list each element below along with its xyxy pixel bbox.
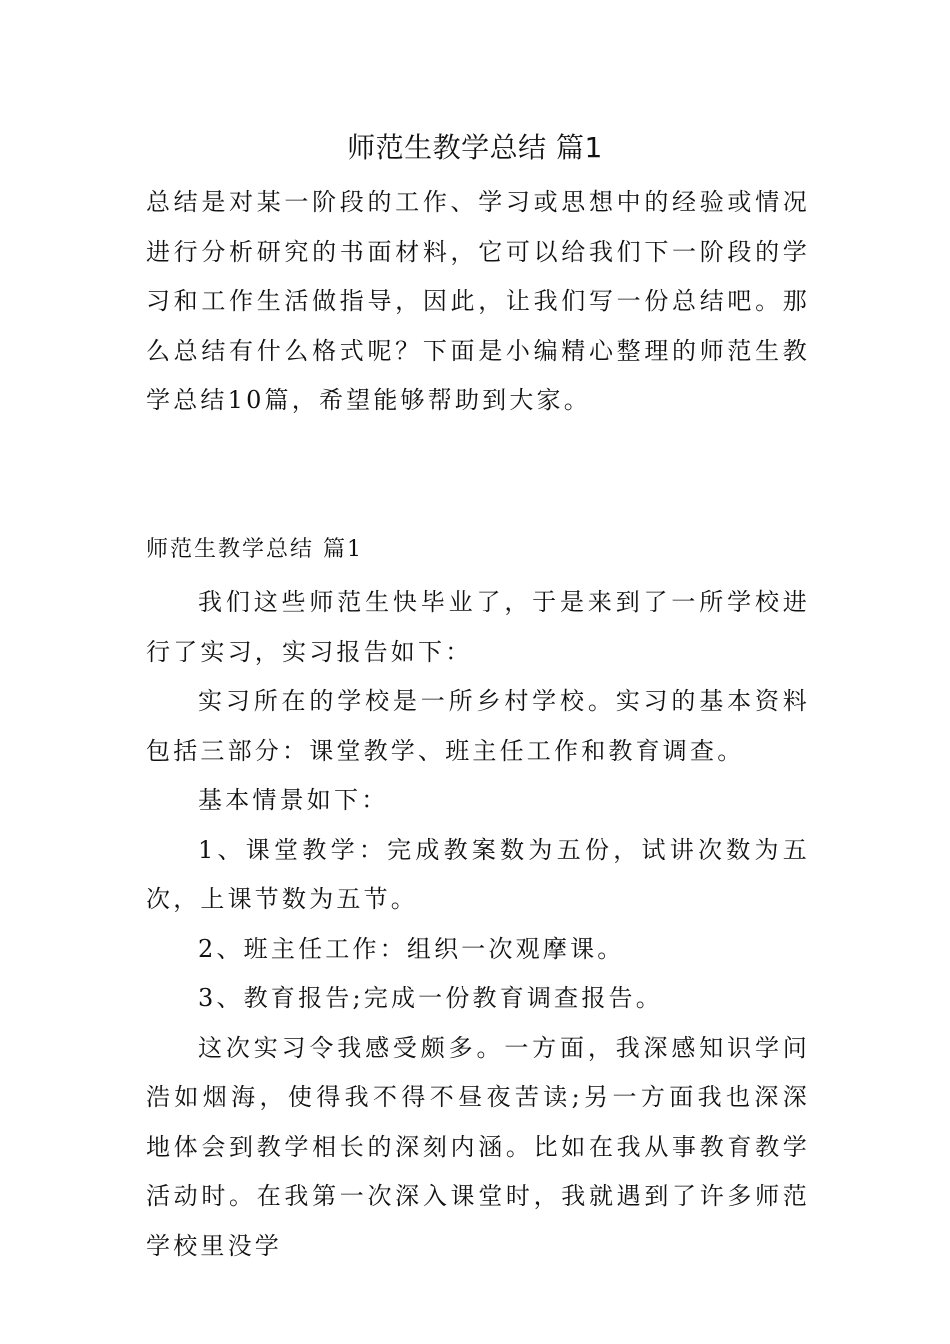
body-paragraph: 2、班主任工作：组织一次观摩课。: [198, 934, 625, 963]
body-paragraph: 基本情景如下：: [198, 786, 389, 814]
section-heading: 师范生教学总结 篇1: [146, 537, 363, 562]
body-paragraph: 实习所在的学校是一所乡村学校。实习的基本资料包括三部分：课堂教学、班主任工作和教育调查。: [146, 687, 810, 765]
body-paragraph: 1、课堂教学：完成教案数为五份，试讲次数为五次，上课节数为五节。: [146, 835, 810, 913]
document-title: 师范生教学总结 篇1: [347, 131, 603, 164]
body-paragraph: 3、教育报告;完成一份教育调查报告。: [198, 984, 663, 1012]
intro-paragraph: 总结是对某一阶段的工作、学习或思想中的经验或情况进行分析研究的书面材料，它可以给我们下一阶段的学习和工作生活做指导，因此，让我们写一份总结吧。那么总结有什么格式呢？下面是小编精心整理的师范生教学总结10篇，希望能够帮助到大家。: [146, 188, 810, 414]
body-paragraph: 这次实习令我感受颇多。一方面，我深感知识学问浩如烟海，使得我不得不昼夜苦读;另一方面我也深深地体会到教学相长的深刻内涵。比如在我从事教育教学活动时。在我第一次深入课堂时，我就遇到了许多师范学校里没学: [146, 1033, 810, 1260]
body-paragraph: 我们这些师范生快毕业了，于是来到了一所学校进行了实习，实习报告如下：: [146, 588, 810, 666]
document-body: [146, 578, 810, 1271]
